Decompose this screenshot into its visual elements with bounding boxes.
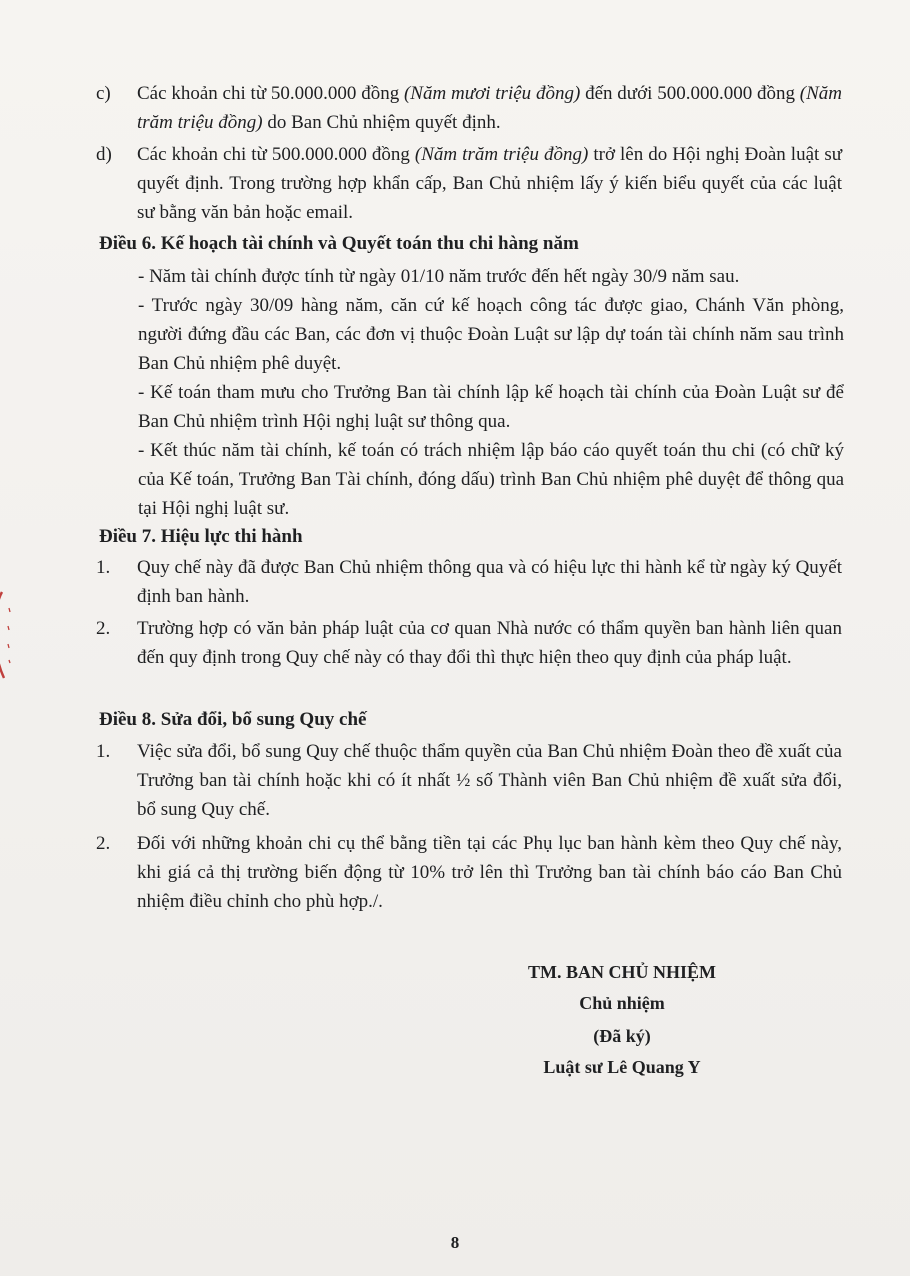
clause-c-part3: do Ban Chủ nhiệm quyết định.	[262, 112, 501, 133]
article8-item-2-marker: 2.	[96, 833, 111, 854]
page-number: 8	[450, 1233, 460, 1252]
article7-item-2-marker: 2.	[96, 618, 111, 639]
clause-d-part1: Các khoản chi từ 500.000.000 đồng	[137, 144, 415, 165]
signature-signed: (Đã ký)	[593, 1026, 651, 1046]
article8-item-2-text: Đối với những khoản chi cụ thể bằng tiền tại các Phụ lục ban hành kèm theo Quy chế này, khi giá cả thị trường biến động từ 10% trở lên thì Trưởng ban tài chính báo cáo Ban Chủ nhiệm điều chỉnh cho phù hợp./.	[137, 833, 842, 912]
article6-title: Điều 6. Kế hoạch tài chính và Quyết toán thu chi hàng năm	[99, 233, 579, 254]
clause-d-italic1: (Năm trăm triệu đồng)	[414, 144, 589, 165]
article8-item-1-marker: 1.	[96, 741, 111, 762]
article8-title: Điều 8. Sửa đổi, bổ sung Quy chế	[99, 709, 367, 730]
red-stamp-edge	[0, 590, 14, 680]
article8-item-1-text: Việc sửa đổi, bổ sung Quy chế thuộc thẩm quyền của Ban Chủ nhiệm Đoàn theo đề xuất của Trưởng ban tài chính hoặc khi có ít nhất ½ số Thành viên Ban Chủ nhiệm đề xuất sửa đổi, bổ sung Quy chế.	[137, 741, 842, 820]
signature-title: TM. BAN CHỦ NHIỆM	[528, 962, 716, 982]
clause-d-marker: d)	[96, 144, 112, 165]
article7-item-2-text: Trường hợp có văn bản pháp luật của cơ quan Nhà nước có thẩm quyền ban hành liên quan đến quy định trong Quy chế này có thay đổi thì thực hiện theo quy định của pháp luật.	[137, 618, 842, 668]
clause-c-marker: c)	[96, 83, 111, 104]
clause-d-text	[137, 140, 842, 227]
article7-title: Điều 7. Hiệu lực thi hành	[99, 526, 303, 547]
signature-name: Luật sư Lê Quang Y	[543, 1057, 701, 1077]
clause-d-part2: trở lên do Hội nghị Đoàn luật sư quyết định. Trong trường hợp khẩn cấp, Ban Chủ nhiệm lấy ý kiến biểu quyết của các luật sư bằng văn bản hoặc email.	[137, 144, 843, 223]
clause-c-part1: Các khoản chi từ 50.000.000 đồng	[137, 83, 404, 104]
clause-c-italic2: (Năm trăm triệu đồng)	[137, 83, 843, 133]
article7-item-1-marker: 1.	[96, 557, 111, 578]
clause-c-part2: đến dưới 500.000.000 đồng	[580, 83, 800, 104]
article6-item-3: - Kế toán tham mưu cho Trưởng Ban tài chính lập kế hoạch tài chính của Đoàn Luật sư để Ban Chủ nhiệm trình Hội nghị luật sư thông qua.	[138, 382, 844, 432]
article6-item-4: - Kết thúc năm tài chính, kế toán có trách nhiệm lập báo cáo quyết toán thu chi (có chữ ký của Kế toán, Trưởng Ban Tài chính, đóng dấu) trình Ban Chủ nhiệm phê duyệt để thông qua tại Hội nghị luật sư.	[138, 440, 844, 519]
article7-item-1-text: Quy chế này đã được Ban Chủ nhiệm thông qua và có hiệu lực thi hành kể từ ngày ký Quyết định ban hành.	[137, 557, 842, 607]
article6-item-2: - Trước ngày 30/09 hàng năm, căn cứ kế hoạch công tác được giao, Chánh Văn phòng, người đứng đầu các Ban, các đơn vị thuộc Đoàn Luật sư lập dự toán tài chính năm sau trình Ban Chủ nhiệm phê duyệt.	[138, 295, 844, 374]
article6-item-1: - Năm tài chính được tính từ ngày 01/10 năm trước đến hết ngày 30/9 năm sau.	[138, 266, 740, 287]
signature-role: Chủ nhiệm	[579, 993, 665, 1013]
clause-c-text	[137, 79, 842, 137]
clause-c-italic1: (Năm mươi triệu đồng)	[403, 83, 581, 104]
